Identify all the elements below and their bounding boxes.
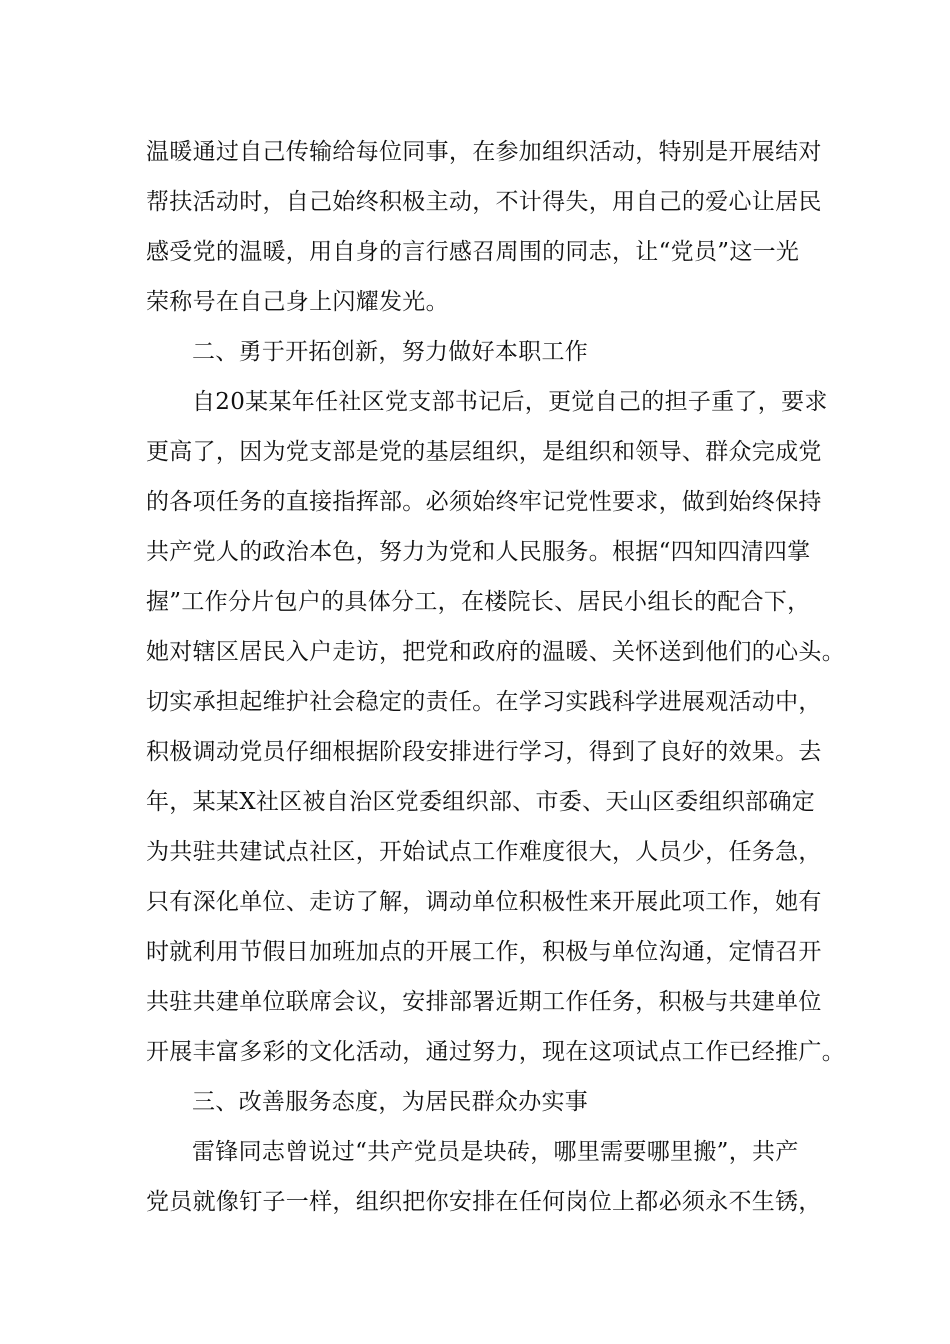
text-line: 年，某某X社区被自治区党委组织部、市委、天山区委组织部确定 bbox=[146, 789, 816, 815]
text-line: 握”工作分片包户的具体分工，在楼院长、居民小组长的配合下， bbox=[146, 589, 811, 615]
text-line: 她对辖区居民入户走访，把党和政府的温暖、关怀送到他们的心头。 bbox=[146, 639, 845, 665]
text-line: 积极调动党员仔细根据阶段安排进行学习，得到了良好的效果。去 bbox=[146, 739, 822, 765]
text-line: 切实承担起维护社会稳定的责任。在学习实践科学进展观活动中， bbox=[146, 689, 822, 715]
section-heading: 三、改善服务态度，为居民群众办实事 bbox=[192, 1089, 589, 1115]
text-line: 感受党的温暖，用自身的言行感召周围的同志，让“党员”这一光 bbox=[146, 239, 800, 265]
text-line: 只有深化单位、走访了解，调动单位积极性来开展此项工作，她有 bbox=[146, 889, 822, 915]
text-line: 荣称号在自己身上闪耀发光。 bbox=[146, 289, 449, 315]
text-line: 温暖通过自己传输给每位同事，在参加组织活动，特别是开展结对 bbox=[146, 139, 822, 165]
text-line: 共驻共建单位联席会议，安排部署近期工作任务，积极与共建单位 bbox=[146, 989, 822, 1015]
text-line: 党员就像钉子一样，组织把你安排在任何岗位上都必须永不生锈， bbox=[146, 1189, 822, 1215]
text-line: 帮扶活动时，自己始终积极主动，不计得失，用自己的爱心让居民 bbox=[146, 189, 822, 215]
text-line: 自20某某年任社区党支部书记后，更觉自己的担子重了，要求 bbox=[192, 389, 828, 415]
text-line: 雷锋同志曾说过“共产党员是块砖，哪里需要哪里搬”，共产 bbox=[192, 1139, 799, 1165]
text-line: 更高了，因为党支部是党的基层组织，是组织和领导、群众完成党 bbox=[146, 439, 822, 465]
text-line: 时就利用节假日加班加点的开展工作，积极与单位沟通，定情召开 bbox=[146, 939, 822, 965]
text-line: 为共驻共建试点社区，开始试点工作难度很大，人员少，任务急， bbox=[146, 839, 822, 865]
text-line: 开展丰富多彩的文化活动，通过努力，现在这项试点工作已经推广。 bbox=[146, 1039, 845, 1065]
text-line: 共产党人的政治本色，努力为党和人民服务。根据“四知四清四掌 bbox=[146, 539, 811, 565]
text-line: 的各项任务的直接指挥部。必须始终牢记党性要求，做到始终保持 bbox=[146, 489, 822, 515]
section-heading: 二、勇于开拓创新，努力做好本职工作 bbox=[192, 339, 589, 365]
